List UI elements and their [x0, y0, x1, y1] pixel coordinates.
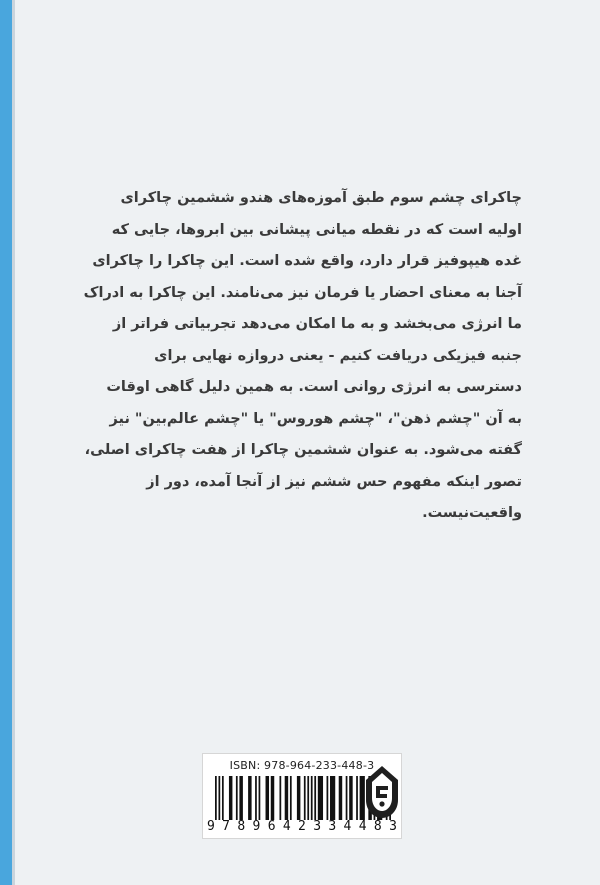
blurb-line: آجنا به معنای احضار یا فرمان نیز می‌نامند. این چاکرا به ادراک — [83, 284, 522, 301]
ean-digits — [207, 819, 397, 834]
barcode-bar — [279, 776, 281, 820]
barcode-bar — [330, 776, 335, 820]
barcode-bar — [297, 776, 300, 820]
barcode-bar — [314, 776, 316, 820]
barcode-bar — [285, 776, 288, 820]
blurb-line: گفته می‌شود. به عنوان ششمین چاکرا از هفت چاکرای اصلی، — [84, 442, 522, 458]
barcode-bar — [290, 776, 292, 820]
barcode-bar — [304, 776, 306, 820]
blurb-line: دسترسی به انرژی روانی است. به همین دلیل گاهی اوقات — [106, 379, 522, 395]
publisher-logo-icon — [362, 764, 402, 820]
barcode-bar — [239, 776, 242, 820]
isbn-label: ISBN: 978-964-233-448-3 — [229, 759, 375, 772]
ean-digit: 7 — [222, 819, 230, 834]
ean-digit: 3 — [313, 819, 322, 834]
barcode-bar — [229, 776, 232, 820]
blurb-line: چاکرای چشم سوم طبق آموزه‌های هندو ششمین چاکرای — [120, 190, 522, 206]
barcode-bar — [255, 776, 257, 820]
ean-digit: 4 — [282, 819, 291, 834]
blurb-line: جنبه فیزیکی دریافت کنیم - یعنی دروازه نهایی برای — [154, 347, 522, 364]
barcode-bar — [236, 776, 238, 820]
barcode-bar — [259, 776, 261, 820]
barcode-bar — [271, 776, 274, 820]
barcode-bar — [349, 776, 352, 820]
barcode-bar — [266, 776, 269, 820]
spine-strip — [0, 0, 12, 885]
barcode-bar — [311, 776, 313, 820]
page-edge — [12, 0, 15, 885]
blurb-text — [83, 183, 522, 530]
ean-digit: 9 — [207, 819, 215, 834]
ean-digit: 3 — [328, 819, 337, 834]
barcode-bar — [318, 776, 323, 820]
barcode-bar — [215, 776, 217, 820]
barcode-bar — [327, 776, 329, 820]
barcode-bar — [307, 776, 309, 820]
ean-digit: 8 — [237, 819, 246, 834]
blurb-line: اولیه است که در نقطه میانی پیشانی بین ابروها، جایی که — [111, 221, 522, 238]
barcode-bar — [218, 776, 220, 820]
ean-digit: 4 — [358, 819, 367, 834]
barcode-bar — [356, 776, 358, 820]
blurb-line: واقعیت‌نیست. — [422, 505, 522, 521]
ean-digit: 9 — [252, 819, 261, 834]
barcode-bar — [339, 776, 342, 820]
ean-digit: 2 — [298, 819, 306, 834]
ean-digit: 3 — [389, 819, 397, 834]
ean-digit: 4 — [343, 819, 352, 834]
blurb-line: به آن "چشم ذهن"، "چشم هوروس" یا "چشم عالم‌بین" نیز — [109, 410, 522, 427]
barcode-bar — [248, 776, 251, 820]
barcode-bar — [222, 776, 224, 820]
blurb-line: ما انرژی می‌بخشد و به ما امکان می‌دهد تجربیاتی فراتر از — [112, 316, 522, 332]
barcode-bar — [346, 776, 348, 820]
ean-digit: 6 — [267, 819, 276, 834]
ean-digit: 8 — [373, 819, 382, 834]
blurb-line: غده هیپوفیز قرار دارد، واقع شده است. این چاکرا را چاکرای — [92, 253, 522, 269]
blurb-line: تصور اینکه مفهوم حس ششم نیز از آنجا آمده، دور از — [146, 473, 522, 490]
